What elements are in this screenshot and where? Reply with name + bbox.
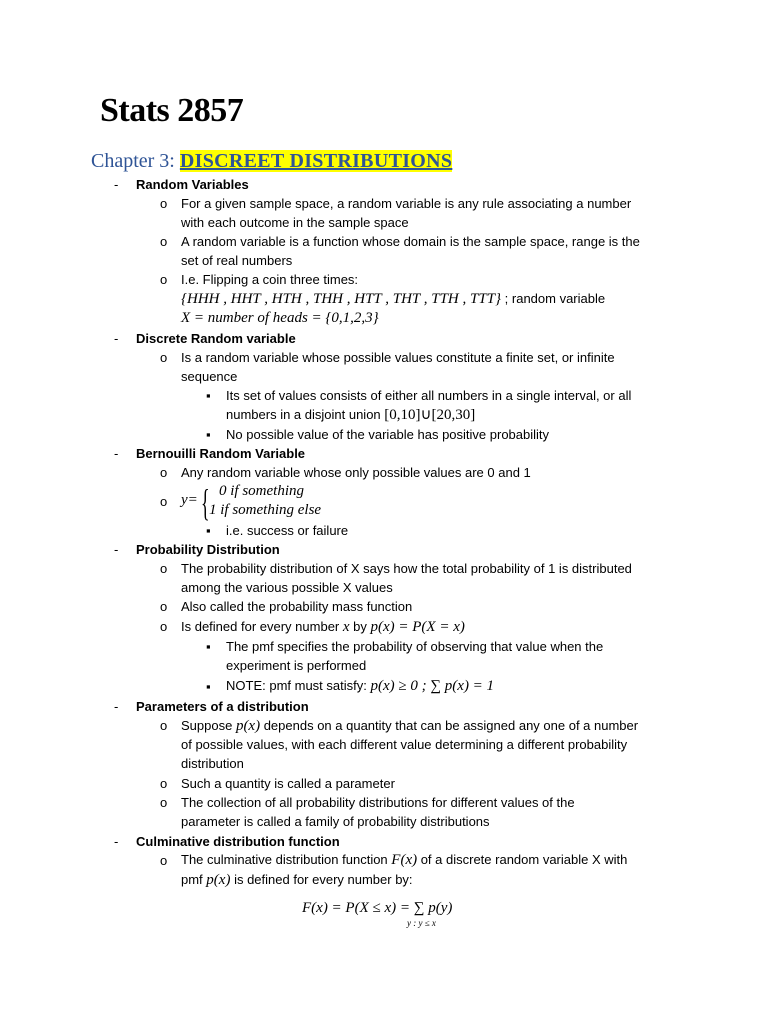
text-line: A random variable is a function whose domain is the sample space, range is the: [181, 234, 640, 249]
p-of-x: p(x): [235, 718, 261, 734]
random-variable-definition: X = number of heads = {0,1,2,3}: [181, 310, 379, 326]
text-line: experiment is performed: [226, 658, 367, 673]
circle-bullet: o: [160, 561, 168, 576]
interval-union: [0,10]∪[20,30]: [384, 407, 476, 423]
dash-bullet: -: [114, 834, 119, 849]
dash-bullet: -: [114, 699, 119, 714]
pmf-conditions: p(x) ≥ 0 ; ∑ p(x) = 1: [370, 678, 495, 694]
formula-line: [226, 676, 494, 696]
circle-bullet: o: [160, 795, 168, 810]
pmf-definition: p(x) = P(X = x): [370, 619, 465, 635]
piecewise-label: y=: [181, 492, 198, 508]
dash-bullet: -: [114, 331, 119, 346]
text-fragment: by: [349, 619, 371, 634]
circle-bullet: o: [160, 718, 168, 733]
dash-bullet: -: [114, 177, 119, 192]
text-line: Its set of values consists of either all numbers in a single interval, or all: [226, 388, 632, 403]
formula-line: [181, 617, 465, 637]
text-fragment: is defined for every number by:: [230, 872, 413, 887]
formula-line: [181, 870, 413, 890]
square-bullet: ▪: [206, 388, 211, 403]
sample-space-set: {HHH , HHT , HTH , THH , HTT , THT , TTH , TTT}: [181, 291, 502, 307]
text-fragment: of a discrete random variable X with: [417, 852, 628, 867]
square-bullet: ▪: [206, 523, 211, 538]
circle-bullet: o: [160, 776, 168, 791]
text-line: with each outcome in the sample space: [181, 215, 409, 230]
p-of-x: p(x): [206, 872, 231, 888]
text-line: Also called the probability mass function: [181, 599, 413, 614]
chapter-name: DISCREET DISTRIBUTIONS: [179, 150, 453, 172]
text-line: Such a quantity is called a parameter: [181, 776, 395, 791]
text-line: Is a random variable whose possible values constitute a finite set, or infinite: [181, 350, 615, 365]
text-line: set of real numbers: [181, 253, 293, 268]
text-fragment: depends on a quantity that can be assigned any one of a number: [260, 718, 639, 733]
text-line: among the various possible X values: [181, 580, 393, 595]
piecewise-case-2: 1 if something else: [209, 502, 322, 518]
text-line: parameter is called a family of probability distributions: [181, 814, 490, 829]
text-line: For a given sample space, a random variable is any rule associating a number: [181, 196, 632, 211]
text-line: distribution: [181, 756, 244, 771]
text-fragment: Is defined for every number: [181, 619, 343, 634]
circle-bullet: o: [160, 465, 168, 480]
text-line: The pmf specifies the probability of observing that value when the: [226, 639, 604, 654]
dash-bullet: -: [114, 446, 119, 461]
circle-bullet: o: [160, 196, 168, 211]
text-line: Any random variable whose only possible values are 0 and 1: [181, 465, 531, 480]
circle-bullet: o: [160, 619, 168, 634]
text-line: i.e. success or failure: [226, 523, 349, 538]
section-heading-discrete: Discrete Random variable: [136, 331, 296, 346]
text-fragment: The culminative distribution function: [181, 852, 392, 867]
formula-line: [181, 850, 627, 870]
circle-bullet: o: [160, 494, 168, 509]
piecewise-case-1: 0 if something: [219, 483, 304, 499]
text-fragment: numbers in a disjoint union: [226, 407, 385, 422]
cdf-formula-subscript: y : y ≤ x: [407, 918, 436, 928]
square-bullet: ▪: [206, 679, 211, 694]
section-heading-cdf: Culminative distribution function: [136, 834, 340, 849]
section-heading-bernoulli: Bernouilli Random Variable: [136, 446, 306, 461]
text-line: The collection of all probability distributions for different values of the: [181, 795, 575, 810]
chapter-prefix: Chapter 3:: [91, 150, 180, 172]
text-fragment: NOTE: pmf must satisfy:: [226, 678, 371, 693]
square-bullet: ▪: [206, 639, 211, 654]
chapter-heading: [91, 150, 452, 173]
circle-bullet: o: [160, 853, 168, 868]
text-line: sequence: [181, 369, 238, 384]
circle-bullet: o: [160, 350, 168, 365]
text-fragment: pmf: [181, 872, 207, 887]
text-fragment: Suppose: [181, 718, 236, 733]
square-bullet: ▪: [206, 427, 211, 442]
text-line: I.e. Flipping a coin three times:: [181, 272, 359, 287]
piecewise-brace: {: [201, 481, 210, 524]
document-title: Stats 2857: [100, 92, 244, 129]
formula-line: [181, 289, 605, 309]
text-line: The probability distribution of X says how the total probability of 1 is distributed: [181, 561, 632, 576]
circle-bullet: o: [160, 272, 168, 287]
section-heading-parameters: Parameters of a distribution: [136, 699, 309, 714]
formula-line: [181, 716, 638, 736]
cdf-formula: F(x) = P(X ≤ x) = ∑ p(y): [302, 900, 453, 916]
section-heading-random-variables: Random Variables: [136, 177, 249, 192]
text-fragment: ; random variable: [501, 291, 606, 306]
circle-bullet: o: [160, 234, 168, 249]
dash-bullet: -: [114, 542, 119, 557]
F-of-x: F(x): [391, 852, 418, 868]
text-line: of possible values, with each different value determining a different probability: [181, 737, 628, 752]
section-heading-probability-distribution: Probability Distribution: [136, 542, 280, 557]
text-line: No possible value of the variable has positive probability: [226, 427, 550, 442]
formula-line: [226, 405, 475, 425]
variable-x: x: [342, 619, 350, 635]
circle-bullet: o: [160, 599, 168, 614]
